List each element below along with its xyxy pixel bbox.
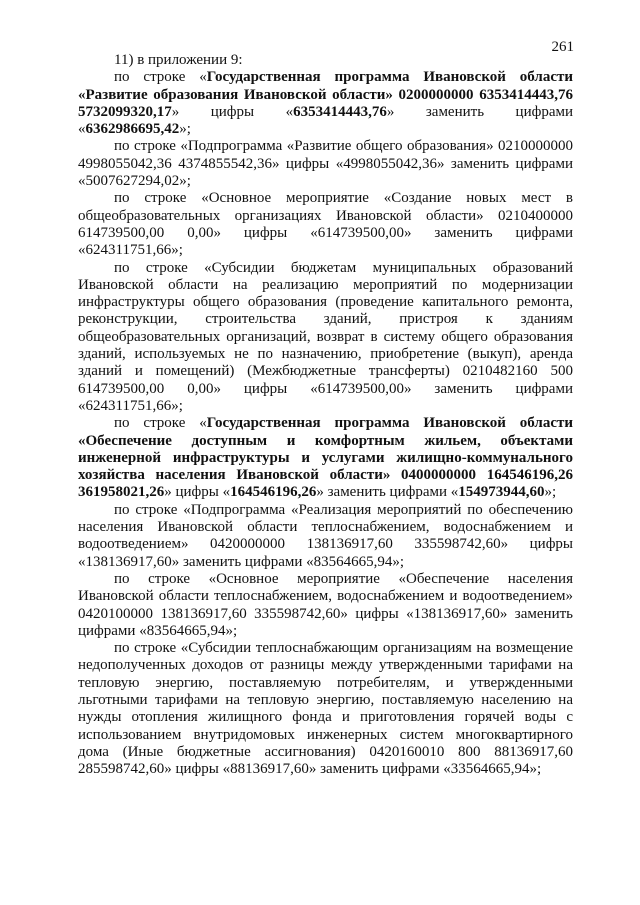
paragraph-heat-supply-subsidies [78,640,573,778]
text-run: » заменить цифрами « [78,103,573,138]
paragraph-appendix-heading [78,52,573,69]
paragraph-education-program [78,69,573,138]
text-run: по строке «Подпрограмма «Реализация мероприятий по обеспечению населения Ивановской области теплоснабжением, водоснабжением и водоотведением» 0420000000 138136917,60 335598742,60» цифры «138136917,60» заменить цифрами «83564665,94»; [78,501,573,570]
text-run: »; [544,484,557,501]
text-run: по строке «Подпрограмма «Развитие общего образования» 0210000000 4998055042,36 4374855542,36» цифры «4998055042,36» заменить цифрами «5007627294,02»; [78,138,573,190]
paragraph-new-school-places [78,190,573,259]
text-run: » цифры « [164,484,231,501]
bold-text-run: 154973944,60 [458,484,545,501]
bold-text-run: 6353414443,76 [293,103,387,120]
text-run: »; [179,121,191,138]
text-run: по строке «Субсидии теплоснабжающим организациям на возмещение недополученных доходов от разницы между утвержденными тарифами на тепловую энергию, поставляемую потребителям, и утвержденными льготными тарифами на тепловую энергию, поставляемую населению на нужды отопления жилищного фонда и приготовления горячей воды с использованием внутридомовых инженерных систем многоквартирного дома (Иные бюджетные ассигнования) 0420160010 800 88136917,60 285598742,60» цифры «88136917,60» заменить цифрами «33564665,94»; [78,640,573,778]
text-run: по строке « [114,69,207,86]
text-run: по строке «Основное мероприятие «Создание новых мест в общеобразовательных организациях Ивановской области» 0210400000 614739500,00 0,00» цифры «614739500,00» заменить цифрами «624311751,66»; [78,190,573,259]
paragraph-utilities-main-activity [78,571,573,640]
text-run: по строке « [114,415,207,432]
text-run: по строке «Основное мероприятие «Обеспечение населения Ивановской области теплоснабжением, водоснабжением и водоотведением» 0420100000 138136917,60 335598742,60» цифры «138136917,60» заменить цифрами «83564665,94»; [78,570,573,639]
text-run: 11) в приложении 9: [114,52,243,68]
text-run: » цифры « [171,103,294,120]
page-number: 261 [551,39,574,55]
bold-text-run: Государственная программа Ивановской области «Развитие образования Ивановской области» 0200000000 6353414443,76 5732099320,17 [78,69,574,120]
paragraph-municipal-subsidies [78,260,573,416]
text-run: » заменить цифрами « [316,484,459,501]
text-run: по строке «Субсидии бюджетам муниципальных образований Ивановской области на реализацию мероприятий по модернизации инфраструктуры общего образования (проведение капитального ремонта, реконструкции, строительства зданий, пристроя к зданиям общеобразовательных организаций, возврат в систему общего образования зданий, используемых не по назначению, приобретение (выкуп), аренда зданий и помещений) (Межбюджетные трансферты) 0210482160 500 614739500,00 0,00» цифры «614739500,00» заменить цифрами «624311751,66»; [78,259,573,414]
paragraph-utilities-subprogram [78,502,573,571]
paragraph-housing-program [78,415,573,501]
paragraph-general-education-subprogram [78,138,573,190]
bold-text-run: 6362986695,42 [85,121,180,138]
bold-text-run: Государственная программа Ивановской области «Обеспечение доступным и комфортным жильем, объектами инженерной инфраструктуры и услугами жилищно-коммунального хозяйства населения Ивановской области» 0400000000 164546196,26 361958021,26 [78,415,574,501]
bold-text-run: 164546196,26 [230,484,317,501]
body-text [78,52,573,778]
